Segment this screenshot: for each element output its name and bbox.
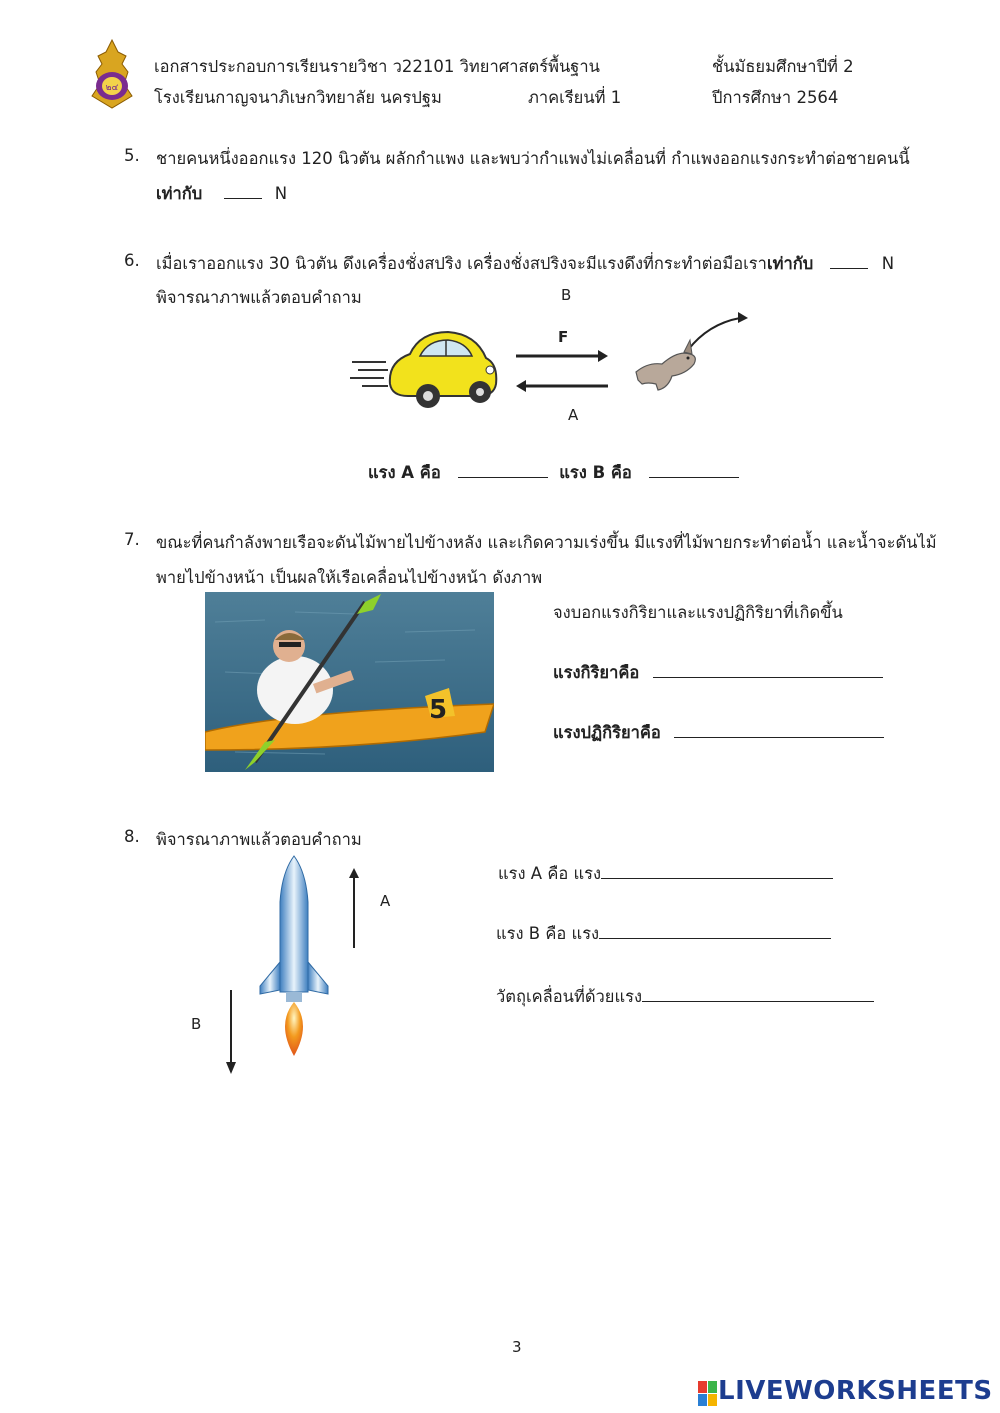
q6-label-a: A	[568, 406, 579, 424]
liveworksheets-logo-icon	[698, 1381, 718, 1407]
q8-number: 8.	[124, 827, 140, 846]
q6-number: 6.	[124, 251, 140, 270]
header-doc-title: เอกสารประกอบการเรียนรายวิชา ว22101 วิทยาศาสตร์พื้นฐาน	[154, 57, 600, 76]
boat-number: 5	[429, 695, 448, 725]
q5-answer-blank[interactable]	[224, 184, 262, 199]
q8-text: พิจารณาภาพแล้วตอบคำถาม	[156, 830, 362, 849]
q8-answer-c-blank[interactable]	[642, 987, 874, 1002]
q8-answer-c-line	[496, 984, 874, 1010]
header-year: ปีการศึกษา 2564	[712, 88, 839, 107]
q6-bold-label: เท่ากับ	[766, 254, 814, 273]
q7-line2: พายไปข้างหน้า เป็นผลให้เรือเคลื่อนไปข้างหน้า ดังภาพ	[156, 568, 543, 587]
q7-prompt: จงบอกแรงกิริยาและแรงปฏิกิริยาที่เกิดขึ้น	[553, 603, 843, 622]
force-a-arrow	[346, 866, 362, 950]
q5-bold-label: เท่ากับ	[156, 184, 203, 203]
q6-answer-b-blank[interactable]	[649, 463, 739, 478]
q7-action-line	[553, 660, 883, 686]
q7-reaction-blank[interactable]	[674, 723, 884, 738]
q5-unit: N	[274, 184, 288, 203]
q6-label-f: F	[558, 328, 569, 346]
q7-number: 7.	[124, 530, 140, 549]
page-number: 3	[512, 1338, 522, 1356]
q8-label-b: B	[191, 1015, 202, 1033]
q7-line1: ขณะที่คนกำลังพายเรือจะดันไม้พายไปข้างหลัง และเกิดความเร่งขึ้น มีแรงที่ไม้พายกระทำต่อน้ำ และน้ำจะดันไม้	[156, 533, 937, 552]
q7-reaction-label: แรงปฏิกิริยาคือ	[553, 723, 661, 742]
q8-answer-b-blank[interactable]	[599, 924, 831, 939]
q6-unit: N	[881, 254, 895, 273]
q8-answer-b-line	[496, 921, 831, 947]
q5-answer-line	[156, 181, 287, 207]
svg-text:๒๔: ๒๔	[105, 83, 119, 93]
q7-reaction-line	[553, 720, 884, 746]
q6-answer-blank[interactable]	[830, 254, 868, 269]
q6-answer-b-label: แรง B คือ	[559, 463, 632, 482]
q6-label-b: B	[561, 286, 572, 304]
q8-answer-a-line	[498, 861, 833, 887]
kayak-photo	[205, 592, 494, 772]
liveworksheets-brand[interactable]: LIVEWORKSHEETS	[718, 1376, 993, 1406]
q6-text: เมื่อเราออกแรง 30 นิวตัน ดึงเครื่องชั่งสปริง เครื่องชั่งสปริงจะมีแรงดึงที่กระทำต่อมือเรา	[156, 254, 767, 273]
header-semester: ภาคเรียนที่ 1	[528, 88, 622, 107]
q6-answers	[368, 460, 739, 486]
q6-answer-a-label: แรง A คือ	[368, 463, 441, 482]
arrow-left-icon	[516, 380, 526, 392]
dog-illustration	[628, 310, 752, 396]
car-illustration	[348, 322, 500, 412]
q6-sub: พิจารณาภาพแล้วตอบคำถาม	[156, 288, 362, 307]
q5-text: ชายคนหนึ่งออกแรง 120 นิวตัน ผลักกำแพง และพบว่ากำแพงไม่เคลื่อนที่ กำแพงออกแรงกระทำต่อชายคนนี้	[156, 149, 910, 168]
q7-action-blank[interactable]	[653, 663, 883, 678]
header-school: โรงเรียนกาญจนาภิเษกวิทยาลัย นครปฐม	[154, 88, 442, 107]
school-logo	[88, 38, 136, 110]
q6-answer-a-blank[interactable]	[458, 463, 548, 478]
force-arrows	[512, 344, 612, 394]
q8-answer-a-blank[interactable]	[601, 864, 833, 879]
q8-answer-b-label: แรง B คือ แรง	[496, 924, 600, 943]
q5-number: 5.	[124, 146, 140, 165]
q8-label-a: A	[380, 892, 391, 910]
q7-action-label: แรงกิริยาคือ	[553, 663, 640, 682]
force-b-arrow	[223, 988, 239, 1076]
arrow-up-icon	[349, 868, 359, 878]
q8-answer-a-label: แรง A คือ แรง	[498, 864, 602, 883]
header-grade: ชั้นมัธยมศึกษาปีที่ 2	[712, 57, 854, 76]
rocket-illustration	[256, 852, 332, 1058]
q6-line	[156, 251, 894, 277]
q8-answer-c-label: วัตถุเคลื่อนที่ด้วยแรง	[496, 987, 643, 1006]
arrow-right-icon	[598, 350, 608, 362]
arrow-down-icon	[226, 1062, 236, 1074]
